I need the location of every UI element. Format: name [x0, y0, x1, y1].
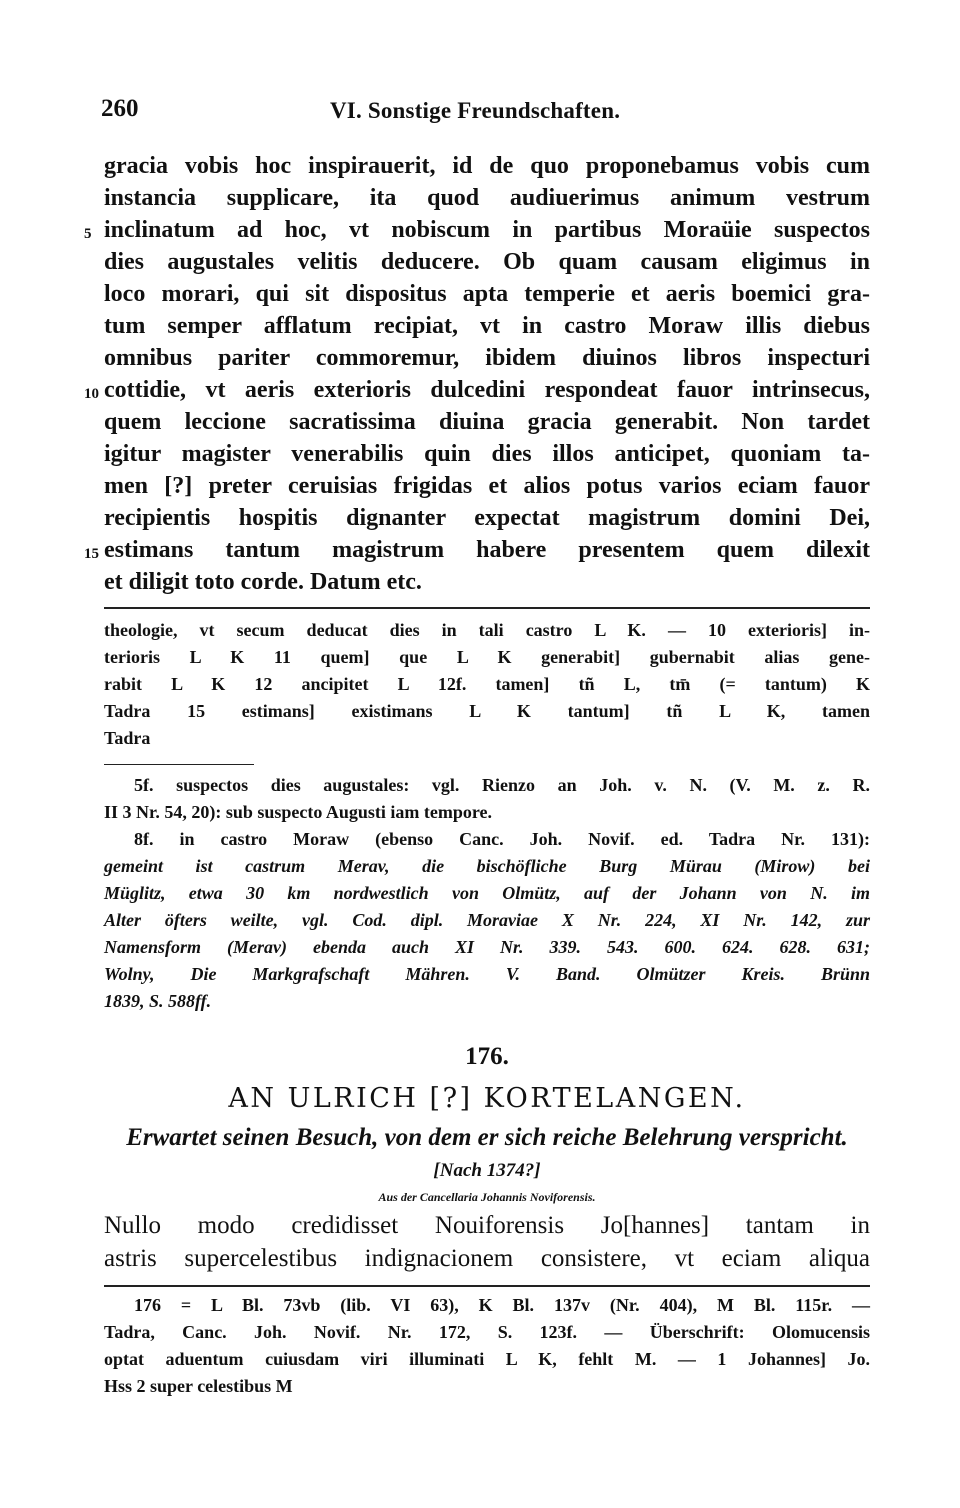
document-source: Aus der Cancellaria Johannis Noviforensis.	[378, 1190, 596, 1204]
text-line: recipientis hospitis dignanter expectat magistrum domini Dei,	[104, 505, 870, 531]
text-line: dies augustales velitis deducere. Ob quam causam eligimus in	[104, 249, 870, 275]
apparatus-line: terioris L K 11 quem] que L K generabit] gubernabit alias gene-	[104, 647, 870, 667]
line-number: 5	[84, 226, 92, 242]
apparatus-line: Tadra 15 estimans] existimans L K tantum] tñ L K, tamen	[104, 701, 870, 721]
apparatus-line: Hss 2 super celestibus M	[104, 1376, 293, 1396]
text-line: estimans tantum magistrum habere presentem quem dilexit	[104, 537, 870, 563]
text-line: tum semper afflatum recipiat, vt in castro Moraw illis diebus	[104, 313, 870, 339]
document-date: [Nach 1374?]	[433, 1160, 541, 1181]
commentary-line: Wolny, Die Markgrafschaft Mähren. V. Band. Olmützer Kreis. Brünn	[104, 964, 870, 984]
text-line: omnibus pariter commoremur, ibidem diuinos libros inspecturi	[104, 345, 870, 371]
text-line: cottidie, vt aeris exterioris dulcedini respondeat fauor intrinsecus,	[104, 377, 870, 403]
text-line: gracia vobis hoc inspirauerit, id de quo proponebamus vobis cum	[104, 153, 870, 179]
commentary-line: 8f. in castro Moraw (ebenso Canc. Joh. Novif. ed. Tadra Nr. 131):	[134, 829, 870, 849]
line-number: 15	[84, 546, 99, 562]
apparatus-line: theologie, vt secum deducat dies in tali castro L K. — 10 exterioris] in-	[104, 620, 870, 640]
divider	[104, 1285, 870, 1287]
commentary-line: Müglitz, etwa 30 km nordwestlich von Olmütz, auf der Johann von N. im	[104, 883, 870, 903]
text-line: inclinatum ad hoc, vt nobiscum in partibus Moraüie suspectos	[104, 217, 870, 243]
apparatus-line: rabit L K 12 ancipitet L 12f. tamen] tñ L, tm̄ (= tantum) K	[104, 674, 870, 694]
text-line: quem leccione sacratissima diuina gracia generabit. Non tardet	[104, 409, 870, 435]
line-number: 10	[84, 386, 99, 402]
apparatus-line: optat aduentum cuiusdam viri illuminati L K, fehlt M. — 1 Johannes] Jo.	[104, 1349, 870, 1369]
text-line: igitur magister venerabilis quin dies illos anticipet, quoniam ta-	[104, 441, 870, 467]
commentary-line: gemeint ist castrum Merav, die bischöfliche Burg Mürau (Mirow) bei	[104, 856, 870, 876]
running-title: VI. Sonstige Freundschaften.	[330, 98, 621, 123]
document-number: 176.	[465, 1043, 509, 1070]
commentary-line: Alter öfters weilte, vgl. Cod. dipl. Moraviae X Nr. 224, XI Nr. 142, zur	[104, 910, 870, 930]
commentary-line: II 3 Nr. 54, 20): sub suspecto Augusti iam tempore.	[104, 802, 493, 822]
page-number: 260	[101, 95, 139, 122]
commentary-line: 5f. suspectos dies augustales: vgl. Rienzo an Joh. v. N. (V. M. z. R.	[134, 775, 870, 795]
divider	[104, 607, 870, 609]
divider	[104, 764, 254, 765]
apparatus-line: Tadra	[104, 728, 151, 748]
text-line: loco morari, qui sit dispositus apta temperie et aeris boemici gra-	[104, 281, 870, 307]
commentary-line: 1839, S. 588ff.	[104, 991, 212, 1011]
text-line: et diligit toto corde. Datum etc.	[104, 569, 422, 595]
text-line: men [?] preter ceruisias frigidas et alios potus varios eciam fauor	[104, 473, 870, 499]
document-subtitle: Erwartet seinen Besuch, von dem er sich reiche Belehrung verspricht.	[126, 1124, 848, 1151]
document-heading: AN ULRICH [?] KORTELANGEN.	[228, 1083, 746, 1114]
text-line: instancia supplicare, ita quod audiuerimus animum vestrum	[104, 185, 870, 211]
text-line: Nullo modo credidisset Nouiforensis Jo[hannes] tantam in	[104, 1212, 870, 1239]
text-line: astris supercelestibus indignacionem consistere, vt eciam aliqua	[104, 1245, 870, 1272]
apparatus-line: 176 = L Bl. 73vb (lib. VI 63), K Bl. 137v (Nr. 404), M Bl. 115r. —	[134, 1295, 870, 1315]
commentary-line: Namensform (Merav) ebenda auch XI Nr. 339. 543. 600. 624. 628. 631;	[104, 937, 870, 957]
apparatus-line: Tadra, Canc. Joh. Novif. Nr. 172, S. 123f. — Überschrift: Olomucensis	[104, 1322, 870, 1342]
